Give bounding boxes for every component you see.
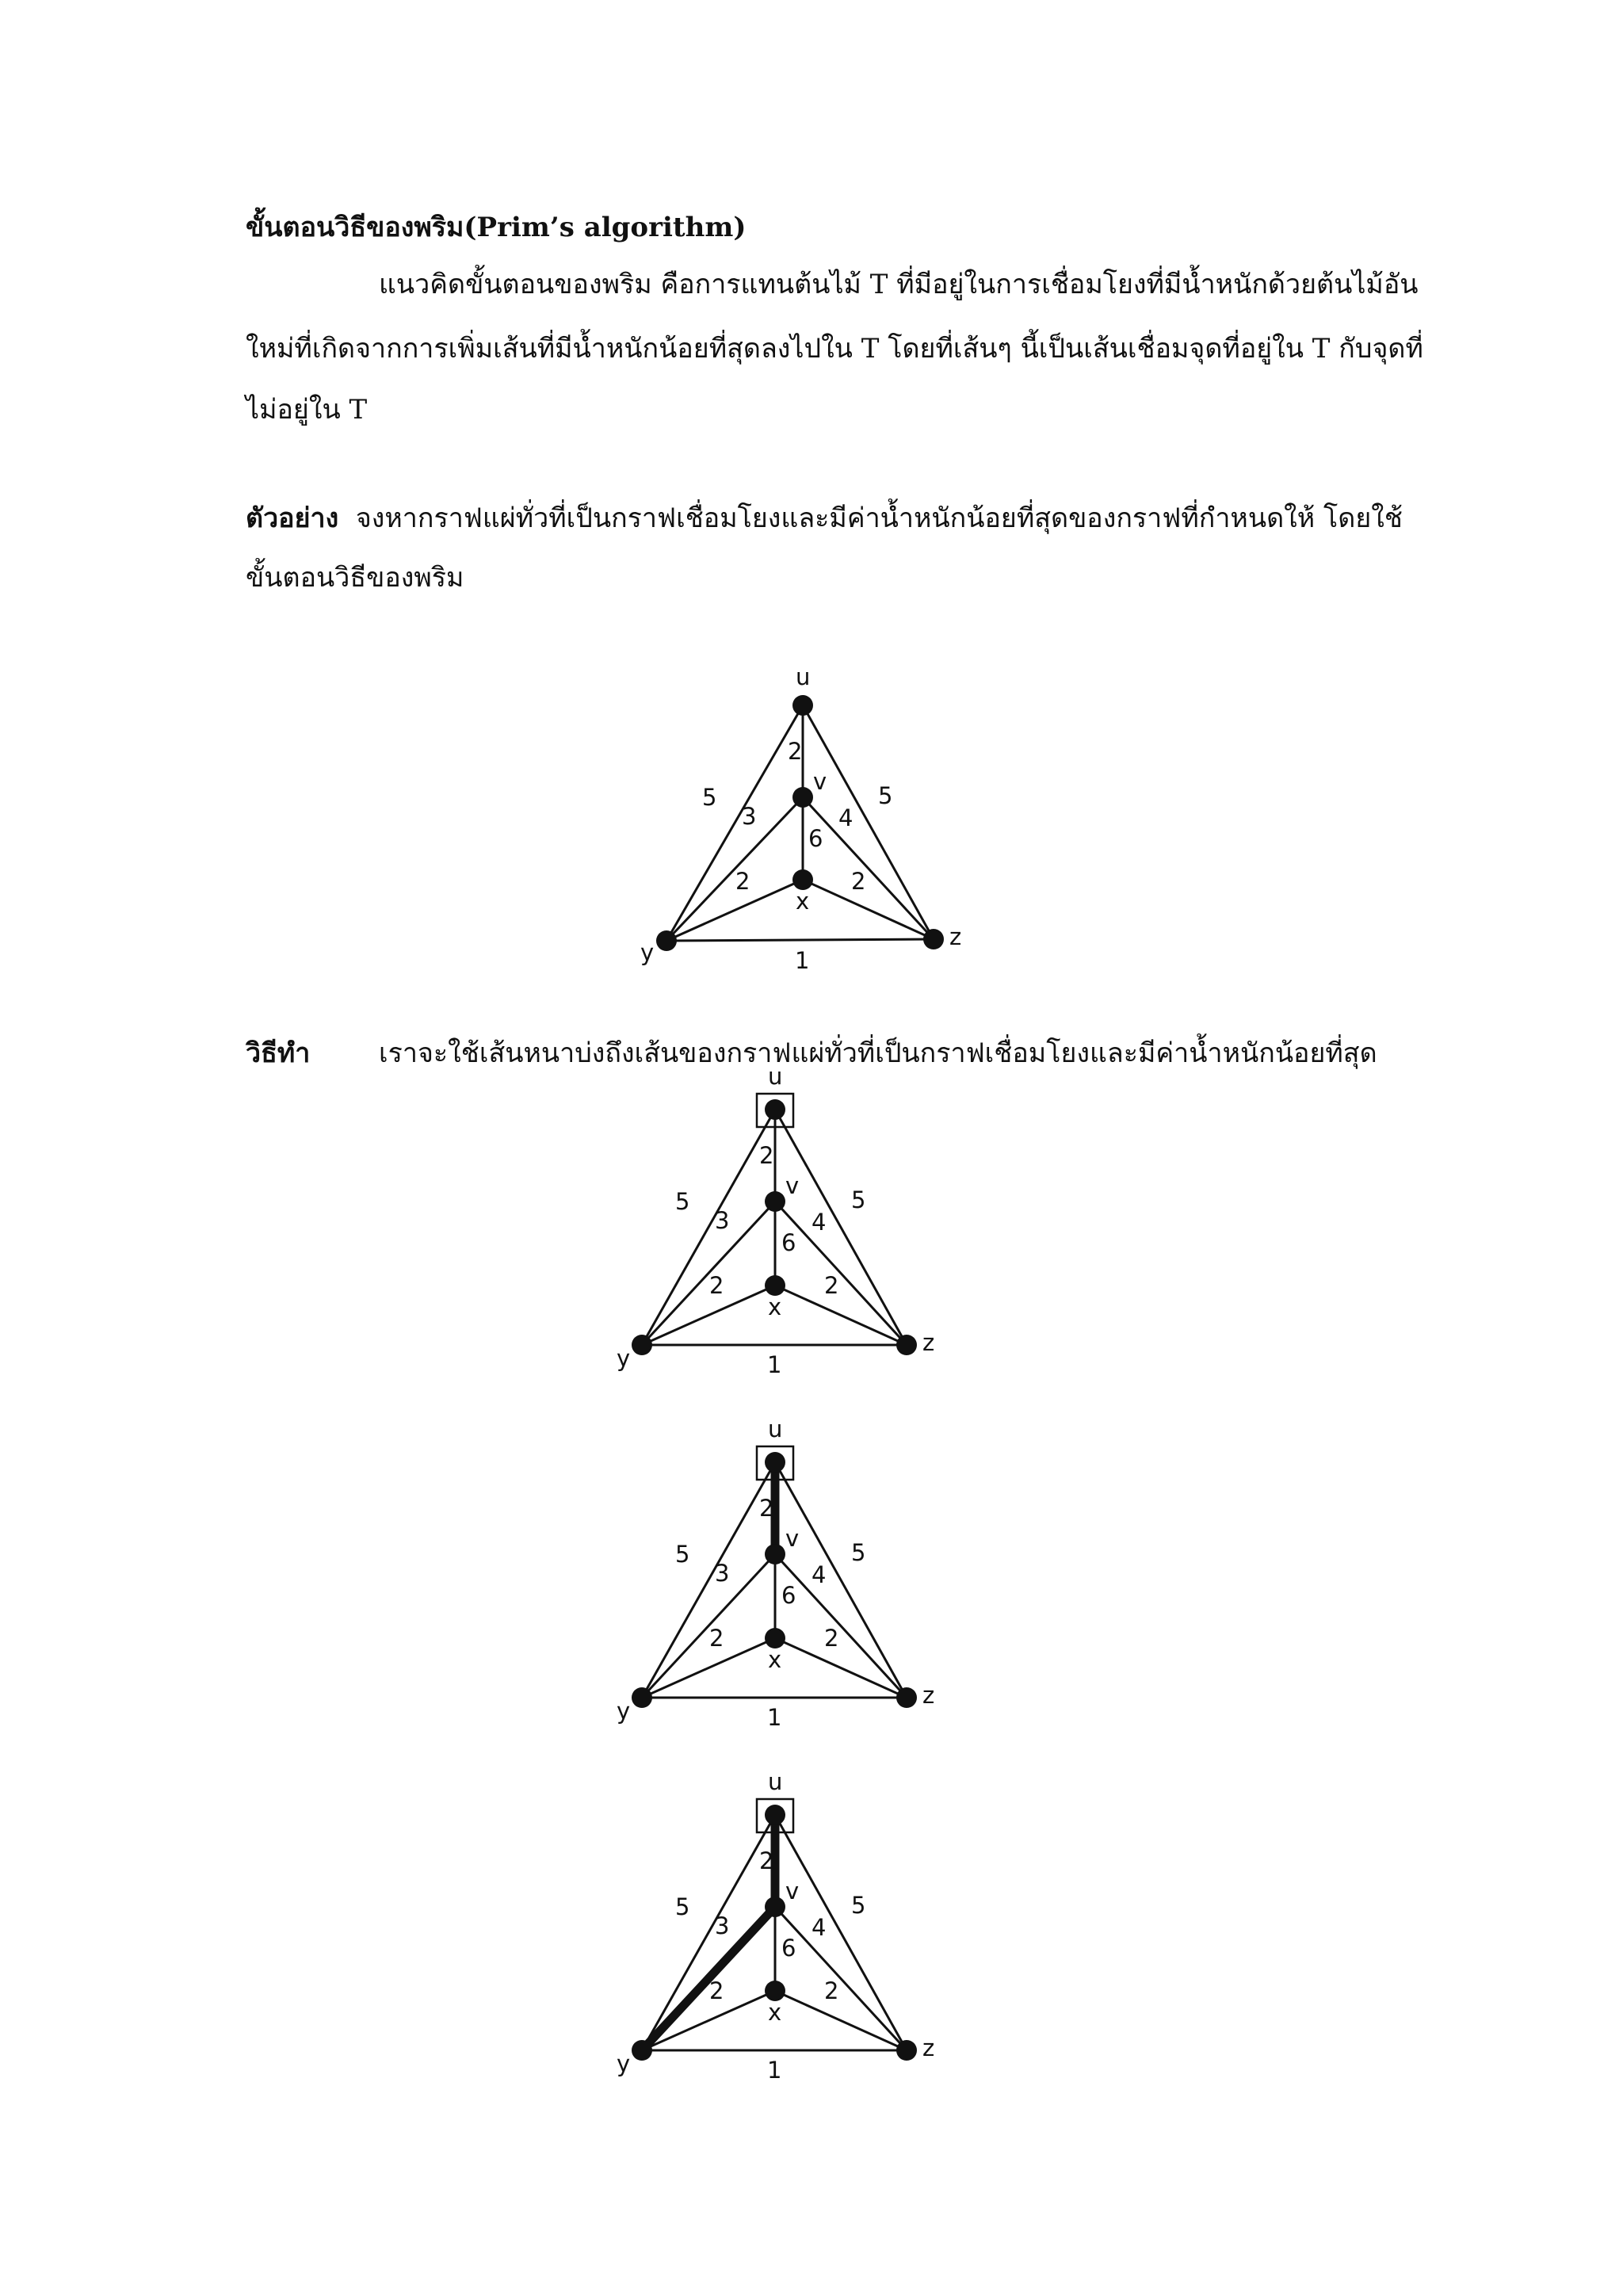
intro-line-3: ไม่อยู่ใน T <box>246 394 368 426</box>
weight-x-y: 2 <box>709 1272 724 1299</box>
edge-v-y <box>642 1554 775 1698</box>
label-u: u <box>768 1768 783 1795</box>
vertex-y <box>632 1335 652 1355</box>
edge-u-y <box>642 1110 775 1345</box>
vertex-y <box>632 1687 652 1708</box>
label-y: y <box>617 2050 631 2077</box>
edge-x-z <box>803 880 934 939</box>
intro-line-1: แนวคิดขั้นตอนของพริม คือการแทนต้นไม้ T ที่มีอยู่ในการเชื่อมโยงที่มีน้ำหนักด้วยต้นไม้อัน <box>379 269 1419 300</box>
vertex-z <box>896 2040 917 2061</box>
edge-u-y <box>666 705 803 941</box>
weight-u-z: 5 <box>851 1892 866 1919</box>
label-x: x <box>768 1646 782 1673</box>
solution-label: วิธีทำ <box>246 1037 311 1069</box>
vertex-y <box>632 2040 652 2061</box>
weight-y-z: 1 <box>795 947 810 974</box>
weight-v-y: 3 <box>715 1912 730 1939</box>
label-v: v <box>785 1878 800 1904</box>
section-heading <box>246 210 746 245</box>
vertex-v <box>765 1191 785 1212</box>
vertex-v <box>765 1897 785 1917</box>
vertex-z <box>896 1687 917 1708</box>
edge-v-y <box>642 1907 775 2050</box>
weight-x-z: 2 <box>824 1272 839 1299</box>
edge-x-y <box>642 1638 775 1698</box>
label-x: x <box>796 888 810 915</box>
edge-u-y <box>642 1462 775 1698</box>
edge-v-z <box>803 797 934 939</box>
vertex-u <box>765 1452 785 1473</box>
heading-english: (Prim’s algorithm) <box>464 212 747 243</box>
edge-u-z <box>775 1815 907 2050</box>
label-y: y <box>617 1698 631 1725</box>
weight-v-z: 4 <box>812 1914 827 1941</box>
weight-u-v: 2 <box>759 1495 774 1522</box>
edge-x-z <box>775 1991 907 2050</box>
example-line-2: ขั้นตอนวิธีของพริม <box>246 562 464 594</box>
weight-u-v: 2 <box>759 1847 774 1874</box>
edge-u-z <box>803 705 934 939</box>
label-u: u <box>796 663 811 690</box>
weight-u-z: 5 <box>851 1186 866 1213</box>
vertex-v <box>792 787 813 808</box>
weight-v-x: 6 <box>781 1935 796 1962</box>
intro-line-2: ใหม่ที่เกิดจากการเพิ่มเส้นที่มีน้ำหนักน้อยที่สุดลงไปใน T โดยที่เส้นๆ นี้เป็นเส้นเชื่อมจุดที่อยู่ใน T กับจุดที่ <box>246 333 1423 365</box>
edge-weights <box>675 1142 865 1378</box>
vertex-z <box>923 929 944 949</box>
weight-v-y: 3 <box>715 1560 730 1587</box>
weight-u-z: 5 <box>878 782 893 809</box>
weight-u-y: 5 <box>675 1188 690 1215</box>
weight-x-z: 2 <box>824 1977 839 2004</box>
weight-v-z: 4 <box>838 804 854 831</box>
edge-weights <box>675 1847 865 2084</box>
label-u: u <box>768 1063 783 1090</box>
weight-v-x: 6 <box>808 825 823 852</box>
heading-thai: ขั้นตอนวิธีของพริม <box>246 212 464 243</box>
step-2-graph <box>586 1415 967 1748</box>
label-y: y <box>640 939 655 966</box>
edge-v-z <box>775 1201 907 1345</box>
example-label: ตัวอย่าง <box>246 502 339 534</box>
weight-x-z: 2 <box>824 1625 839 1652</box>
weight-v-z: 4 <box>812 1561 827 1588</box>
label-x: x <box>768 1999 782 2026</box>
weight-u-z: 5 <box>851 1539 866 1566</box>
weight-y-z: 1 <box>767 1704 782 1731</box>
weight-v-y: 3 <box>715 1207 730 1234</box>
weight-u-y: 5 <box>702 784 717 811</box>
weight-v-z: 4 <box>812 1209 827 1236</box>
edge-y-z <box>666 939 934 941</box>
weight-u-y: 5 <box>675 1893 690 1920</box>
label-z: z <box>922 1329 935 1356</box>
edge-v-y <box>666 797 803 941</box>
example-graph <box>609 650 989 983</box>
label-z: z <box>922 1682 935 1709</box>
label-z: z <box>949 923 962 950</box>
vertex-u <box>765 1805 785 1825</box>
vertex-u <box>792 695 813 716</box>
solution-text: เราจะใช้เส้นหนาบ่งถึงเส้นของกราฟแผ่ทั่วที่เป็นกราฟเชื่อมโยงและมีค่าน้ำหนักน้อยที่สุด <box>379 1037 1377 1069</box>
label-v: v <box>785 1525 800 1552</box>
weight-y-z: 1 <box>767 1351 782 1378</box>
step-1-graph <box>586 1062 967 1395</box>
edge-weights <box>675 1495 865 1731</box>
weight-x-y: 2 <box>709 1977 724 2004</box>
label-y: y <box>617 1345 631 1372</box>
weight-u-y: 5 <box>675 1541 690 1568</box>
weight-v-y: 3 <box>742 803 757 830</box>
edge-x-y <box>642 1991 775 2050</box>
vertex-y <box>656 930 677 951</box>
edge-v-z <box>775 1554 907 1698</box>
example-text: จงหากราฟแผ่ทั่วที่เป็นกราฟเชื่อมโยงและมีค่าน้ำหนักน้อยที่สุดของกราฟที่กำหนดให้ โดยใช้ <box>355 502 1403 534</box>
edge-x-y <box>666 880 803 941</box>
example-line-1 <box>246 501 1403 536</box>
label-v: v <box>785 1172 800 1199</box>
step-3-graph <box>586 1767 967 2100</box>
label-x: x <box>768 1293 782 1320</box>
label-v: v <box>813 768 827 795</box>
edge-u-z <box>775 1462 907 1698</box>
edge-x-z <box>775 1638 907 1698</box>
label-u: u <box>768 1415 783 1442</box>
label-z: z <box>922 2034 935 2061</box>
edge-x-z <box>775 1286 907 1345</box>
weight-v-x: 6 <box>781 1582 796 1609</box>
edge-x-y <box>642 1286 775 1345</box>
vertex-u <box>765 1099 785 1120</box>
weight-v-x: 6 <box>781 1229 796 1256</box>
edge-v-z <box>775 1907 907 2050</box>
vertex-v <box>765 1544 785 1564</box>
weight-x-y: 2 <box>735 868 750 895</box>
weight-y-z: 1 <box>767 2057 782 2084</box>
weight-x-z: 2 <box>851 868 866 895</box>
weight-u-v: 2 <box>788 738 803 765</box>
edge-u-z <box>775 1110 907 1345</box>
weight-x-y: 2 <box>709 1625 724 1652</box>
vertex-z <box>896 1335 917 1355</box>
weight-u-v: 2 <box>759 1142 774 1169</box>
edge-v-y <box>642 1201 775 1345</box>
